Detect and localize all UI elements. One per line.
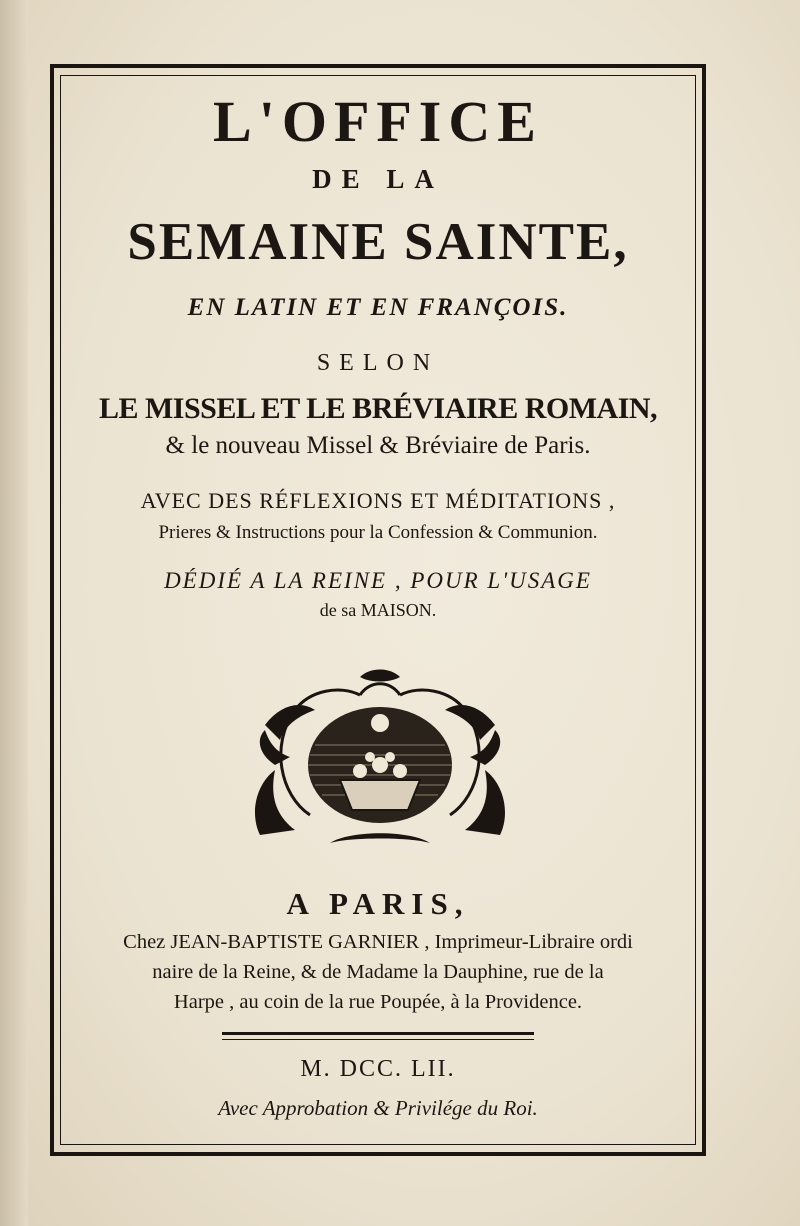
royal-privilege: Avec Approbation & Privilége du Roi. [218, 1096, 538, 1120]
title-line-semaine-sainte: SEMAINE SAINTE, [127, 213, 629, 271]
floral-basket-vignette-icon [240, 665, 520, 850]
subtitle-selon: SELON [316, 350, 440, 376]
imprint-printer-line-1: Chez JEAN-BAPTISTE GARNIER , Imprimeur-Libraire ordi [123, 931, 633, 953]
subtitle-missel-breviaire: LE MISSEL ET LE BRÉVIAIRE ROMAIN, [98, 392, 658, 425]
dedication-maison: de sa MAISON. [319, 600, 437, 620]
publication-year: M. DCC. LII. [300, 1056, 456, 1082]
dedication-line: DÉDIÉ A LA REINE , POUR L'USAGE [164, 568, 592, 593]
imprint-printer-line-3: Harpe , au coin de la rue Poupée, à la Providence. [173, 991, 583, 1013]
subtitle-latin-francois: EN LATIN ET EN FRANÇOIS. [187, 294, 569, 321]
book-gutter [0, 0, 28, 1226]
subtitle-reflexions: AVEC DES RÉFLEXIONS ET MÉDITATIONS , [140, 488, 616, 513]
subtitle-prieres: Prieres & Instructions pour la Confession & Communion. [158, 522, 598, 543]
imprint-printer-line-2: naire de la Reine, & de Madame la Dauphine, rue de la [152, 961, 604, 983]
subtitle-nouveau-missel: & le nouveau Missel & Bréviaire de Paris. [165, 432, 591, 459]
title-line-office: L'OFFICE [213, 89, 543, 154]
imprint-place: A PARIS, [286, 886, 470, 921]
title-line-de-la: DE LA [312, 164, 444, 194]
double-rule-divider [222, 1032, 534, 1040]
